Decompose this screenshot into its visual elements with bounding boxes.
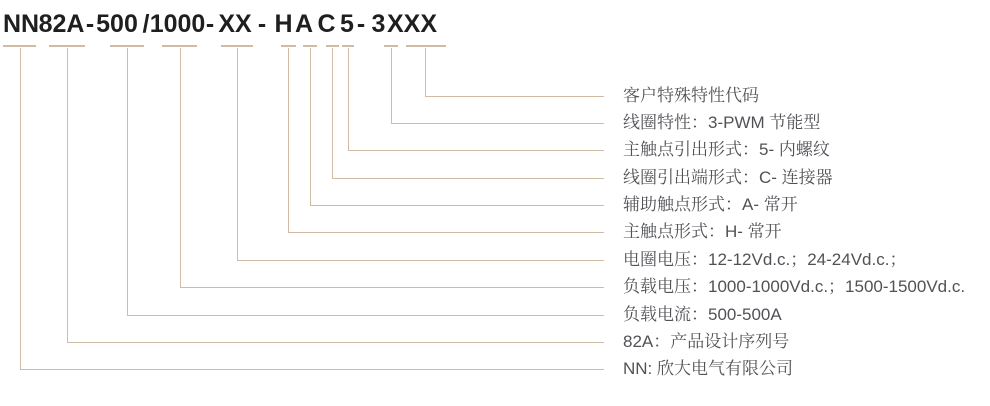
- model-segment-500: 500: [96, 10, 138, 38]
- model-segment-sep4: -: [356, 10, 366, 38]
- tick-xx: [221, 45, 253, 47]
- tick-500: [110, 45, 144, 47]
- model-segment-slash: /: [142, 10, 150, 38]
- model-segment-a: A: [294, 10, 314, 38]
- legend-label-aux-contact-form: 辅助触点形式：A- 常开: [623, 195, 798, 214]
- tick-5: [342, 45, 354, 47]
- legend-label-design-series: 82A：产品设计序列号: [623, 332, 790, 351]
- legend-label-coil-voltage: 电圈电压：12-12Vd.c.；24-24Vd.c.；: [623, 250, 907, 269]
- tick-c: [326, 45, 339, 47]
- model-segment-h: H: [274, 10, 293, 38]
- legend-label-main-contact-form: 主触点形式：H- 常开: [623, 222, 782, 241]
- legend-label-load-current: 负载电流：500-500A: [623, 305, 782, 324]
- connector-nn: [20, 48, 604, 370]
- model-segment-1000: 1000: [149, 10, 206, 38]
- tick-nn: [3, 45, 36, 47]
- legend-label-company: NN: 欣大电气有限公司: [623, 359, 793, 378]
- model-segment-c: C: [317, 10, 336, 38]
- tick-a: [303, 45, 317, 47]
- tick-82a: [49, 45, 85, 47]
- legend-label-coil-terminal: 线圈引出端形式：C- 连接器: [623, 168, 833, 187]
- legend-label-load-voltage: 负载电压：1000-1000Vd.c.；1500-1500Vd.c.: [623, 277, 966, 296]
- tick-xxx: [406, 45, 446, 47]
- legend-label-main-contact-lead: 主触点引出形式：5- 内螺纹: [623, 140, 830, 159]
- model-segment-sep1: -: [85, 10, 95, 38]
- model-segment-3: 3: [371, 10, 386, 38]
- legend-label-coil-feature: 线圈特性：3-PWM 节能型: [623, 113, 821, 132]
- model-segment-nn: NN: [2, 10, 40, 38]
- tick-3: [384, 45, 398, 47]
- legend-label-customer-code: 客户特殊特性代码: [623, 86, 759, 105]
- model-segment-sep2: -: [205, 10, 215, 38]
- model-segment-xxx: XXX: [386, 10, 438, 38]
- tick-h: [281, 45, 296, 47]
- model-segment-82a: 82A: [38, 10, 85, 38]
- model-segment-xx: XX: [218, 10, 252, 38]
- tick-1000: [162, 45, 197, 47]
- model-segment-sep3: -: [257, 10, 267, 38]
- model-segment-5: 5: [340, 10, 354, 38]
